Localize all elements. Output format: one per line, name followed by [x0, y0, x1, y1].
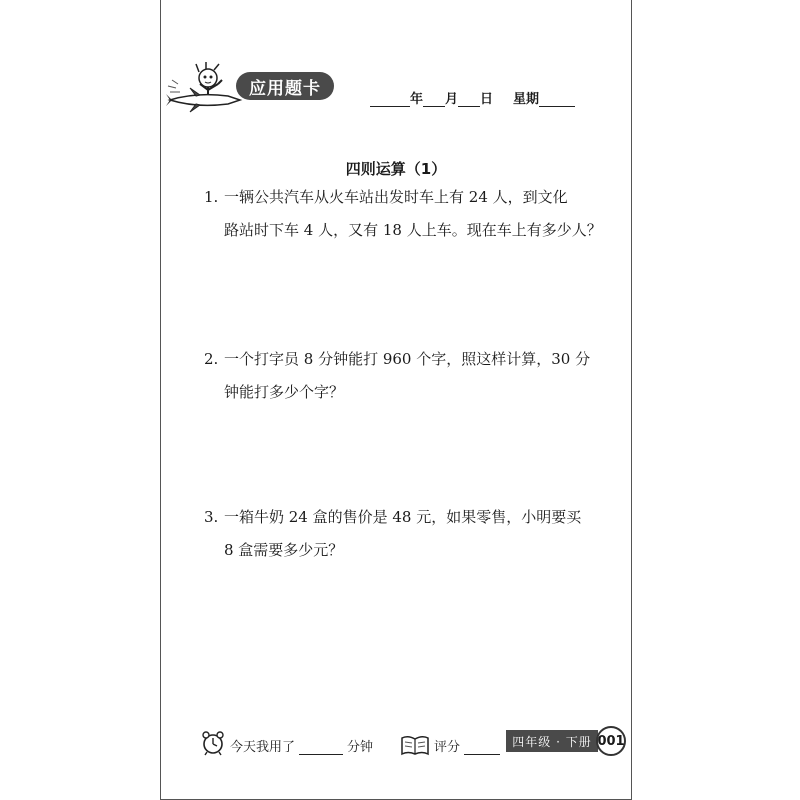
month-blank[interactable] [423, 92, 445, 107]
question-1 [204, 181, 614, 247]
grade-label: 四年级 · 下册 [506, 730, 598, 752]
question-line: 一辆公共汽车从火车站出发时车上有 24 人，到文化 [224, 188, 568, 206]
time-used [230, 736, 373, 755]
question-number: 3. [204, 508, 219, 526]
question-2 [204, 343, 614, 409]
card-type-badge: 应用题卡 [236, 72, 334, 100]
question-number: 1. [204, 188, 219, 206]
question-number: 2. [204, 350, 219, 368]
question-line: 8 盒需要多少元？ [224, 541, 344, 559]
page-number: 001 [596, 726, 626, 756]
day-blank[interactable] [458, 92, 480, 107]
open-book-icon [400, 734, 430, 756]
section-title: 四则运算（1） [345, 160, 447, 178]
time-suffix: 分钟 [347, 740, 374, 755]
score [434, 736, 500, 755]
score-label: 评分 [434, 740, 461, 755]
weekday-label: 星期 [513, 92, 540, 107]
question-line: 一箱牛奶 24 盒的售价是 48 元，如果零售，小明要买 [224, 508, 582, 526]
footer [200, 726, 630, 760]
score-blank[interactable] [464, 740, 500, 755]
mascot-rocket-icon [166, 62, 244, 116]
date-fields [370, 87, 575, 107]
minutes-blank[interactable] [299, 740, 343, 755]
question-3 [204, 501, 614, 567]
time-prefix: 今天我用了 [230, 740, 296, 755]
question-line: 路站时下车 4 人，又有 18 人上车。现在车上有多少人？ [224, 221, 602, 239]
question-line: 钟能打多少个字？ [224, 383, 345, 401]
month-label: 月 [445, 92, 459, 107]
year-blank[interactable] [370, 92, 410, 107]
alarm-clock-icon [200, 730, 226, 756]
day-label: 日 [480, 92, 494, 107]
year-label: 年 [410, 92, 424, 107]
weekday-blank[interactable] [539, 92, 575, 107]
question-line: 一个打字员 8 分钟能打 960 个字，照这样计算，30 分 [224, 350, 591, 368]
